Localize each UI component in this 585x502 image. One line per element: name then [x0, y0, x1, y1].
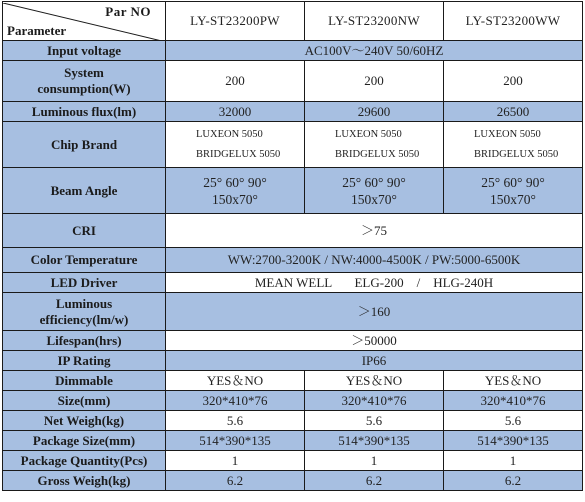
label-package-size: Package Size(mm) [3, 431, 166, 451]
chip-brand-line2: BRIDGELUX 5050 [335, 148, 420, 160]
value-system-consumption-pw: 200 [166, 61, 305, 102]
chip-brand-line1: LUXEON 5050 [196, 128, 263, 140]
value-beam-angle-pw [166, 168, 305, 214]
value-size-ww: 320*410*76 [444, 391, 583, 411]
value-package-quantity-ww: 1 [444, 451, 583, 471]
value-luminous-efficiency: ＞160 [166, 293, 583, 331]
label-luminous-efficiency-line2: efficiency(lm/w) [39, 311, 129, 327]
label-system-consumption [3, 61, 166, 102]
row-led-driver [3, 273, 583, 293]
value-input-voltage: AC100V～240V 50/60HZ [166, 41, 583, 61]
label-ip-rating: IP Rating [3, 351, 166, 371]
model-header-ww: LY-ST23200WW [444, 2, 583, 41]
label-input-voltage: Input voltage [3, 41, 166, 61]
value-chip-brand-nw [305, 122, 444, 168]
label-luminous-flux: Luminous flux(lm) [3, 102, 166, 122]
value-net-weight-pw: 5.6 [166, 411, 305, 431]
value-luminous-flux-ww: 26500 [444, 102, 583, 122]
value-net-weight-nw: 5.6 [305, 411, 444, 431]
value-cri: ＞75 [166, 214, 583, 248]
row-gross-weight [3, 471, 583, 491]
label-package-quantity: Package Quantity(Pcs) [3, 451, 166, 471]
value-system-consumption-ww: 200 [444, 61, 583, 102]
row-luminous-flux [3, 102, 583, 122]
label-system-consumption-line2: consumption(W) [37, 81, 131, 96]
row-net-weight [3, 411, 583, 431]
value-luminous-flux-pw: 32000 [166, 102, 305, 122]
spec-table [2, 1, 583, 491]
value-lifespan: ＞50000 [166, 331, 583, 351]
value-color-temperature: WW:2700-3200K / NW:4000-4500K / PW:5000-6500K [166, 248, 583, 273]
value-package-quantity-nw: 1 [305, 451, 444, 471]
value-net-weight-ww: 5.6 [444, 411, 583, 431]
corner-cell [3, 2, 166, 41]
label-system-consumption-line1: System [64, 65, 104, 80]
corner-top-label: Par NO [105, 3, 151, 19]
row-beam-angle [3, 168, 583, 214]
label-led-driver: LED Driver [3, 273, 166, 293]
value-system-consumption-nw: 200 [305, 61, 444, 102]
value-dimmable-ww: YES＆NO [444, 371, 583, 391]
value-size-pw: 320*410*76 [166, 391, 305, 411]
value-led-driver: MEAN WELL ELG-200 / HLG-240H [166, 273, 583, 293]
row-package-size [3, 431, 583, 451]
chip-brand-line2: BRIDGELUX 5050 [196, 148, 281, 160]
chip-brand-line1: LUXEON 5050 [474, 128, 541, 140]
value-luminous-flux-nw: 29600 [305, 102, 444, 122]
header-row [3, 2, 583, 41]
row-system-consumption [3, 61, 583, 102]
row-input-voltage [3, 41, 583, 61]
label-beam-angle: Beam Angle [3, 168, 166, 214]
beam-angle-line1: 25° 60° 90° [203, 174, 267, 190]
beam-angle-line2: 150x70° [212, 191, 258, 207]
row-cri [3, 214, 583, 248]
model-header-pw: LY-ST23200PW [166, 2, 305, 41]
label-size: Size(mm) [3, 391, 166, 411]
value-dimmable-pw: YES＆NO [166, 371, 305, 391]
value-dimmable-nw: YES＆NO [305, 371, 444, 391]
label-gross-weight: Gross Weigh(kg) [3, 471, 166, 491]
label-net-weight: Net Weigh(kg) [3, 411, 166, 431]
model-header-nw: LY-ST23200NW [305, 2, 444, 41]
value-package-size-pw: 514*390*135 [166, 431, 305, 451]
beam-angle-line2: 150x70° [490, 191, 536, 207]
value-package-size-ww: 514*390*135 [444, 431, 583, 451]
row-dimmable [3, 371, 583, 391]
chip-brand-line1: LUXEON 5050 [335, 128, 402, 140]
row-lifespan [3, 331, 583, 351]
label-luminous-efficiency-line1: Luminous [55, 295, 113, 311]
row-color-temperature [3, 248, 583, 273]
label-lifespan: Lifespan(hrs) [3, 331, 166, 351]
value-ip-rating: IP66 [166, 351, 583, 371]
value-chip-brand-ww [444, 122, 583, 168]
value-gross-weight-ww: 6.2 [444, 471, 583, 491]
value-size-nw: 320*410*76 [305, 391, 444, 411]
beam-angle-line1: 25° 60° 90° [481, 174, 545, 190]
row-ip-rating [3, 351, 583, 371]
row-size [3, 391, 583, 411]
label-chip-brand: Chip Brand [3, 122, 166, 168]
label-dimmable: Dimmable [3, 371, 166, 391]
row-package-quantity [3, 451, 583, 471]
row-luminous-efficiency [3, 293, 583, 331]
label-luminous-efficiency [3, 293, 166, 331]
value-gross-weight-nw: 6.2 [305, 471, 444, 491]
row-chip-brand [3, 122, 583, 168]
value-package-quantity-pw: 1 [166, 451, 305, 471]
label-color-temperature: Color Temperature [3, 248, 166, 273]
beam-angle-line1: 25° 60° 90° [342, 174, 406, 190]
beam-angle-line2: 150x70° [351, 191, 397, 207]
value-beam-angle-ww [444, 168, 583, 214]
value-gross-weight-pw: 6.2 [166, 471, 305, 491]
corner-bottom-label: Parameter [7, 22, 67, 38]
chip-brand-line2: BRIDGELUX 5050 [474, 148, 559, 160]
value-package-size-nw: 514*390*135 [305, 431, 444, 451]
label-cri: CRI [3, 214, 166, 248]
value-beam-angle-nw [305, 168, 444, 214]
value-chip-brand-pw [166, 122, 305, 168]
